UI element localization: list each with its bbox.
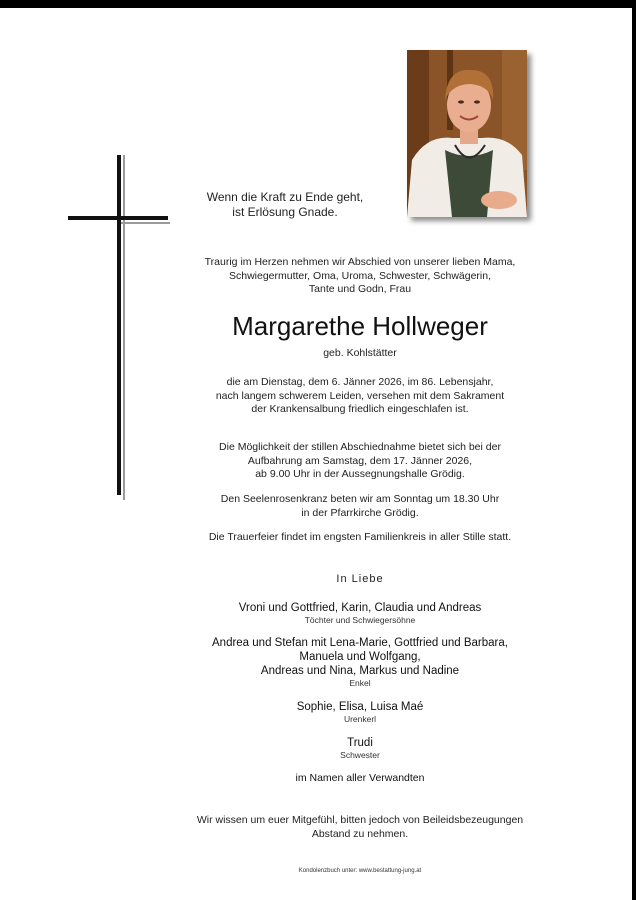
mourner-names: Andrea und Stefan mit Lena-Marie, Gottfried und Barbara, [212,637,508,649]
mourner-group [180,700,540,725]
intro-line: Traurig im Herzen nehmen wir Abschied von unserer lieben Mama, [204,256,516,268]
closing-line: Abstand zu nehmen. [311,827,409,840]
mourner-names: Manuela und Wolfgang, [299,651,421,663]
death-notice-line: nach langem schwerem Leiden, versehen mit dem Sakrament [215,389,505,402]
intro-line: Tante und Godn, Frau [308,283,412,295]
mourner-names: Vroni und Gottfried, Karin, Claudia und Andreas [238,602,482,614]
maiden-name: geb. Kohlstätter [323,347,397,359]
condolence-link[interactable]: Kondolenzbuch unter: www.bestattung-jung.at [298,868,422,874]
rosary-line: Den Seelenrosenkranz beten wir am Sonntag um 18.30 Uhr [220,493,500,505]
intro-line: Schwiegermutter, Oma, Uroma, Schwester, Schwägerin, [228,269,492,282]
mourner-group [180,736,540,761]
quote-line: ist Erlösung Gnade. [232,205,338,219]
viewing-line: Die Möglichkeit der stillen Abschiednahme bietet sich bei der [219,441,501,453]
closing-line: Wir wissen um euer Mitgefühl, bitten jedoch von Beileidsbezeugungen [196,814,524,826]
viewing-line: ab 9.00 Uhr in der Aussegnungshalle Grödig. [255,468,465,480]
mourner-names: Trudi [347,737,373,749]
quote-line: Wenn die Kraft zu Ende geht, [206,190,364,204]
mourner-relation: Töchter und Schwiegersöhne [304,615,416,625]
mourner-names: Andreas und Nina, Markus und Nadine [260,665,460,677]
intro-text [180,256,540,297]
mourner-relation: Enkel [349,678,371,688]
death-notice-line: der Krankensalbung friedlich eingeschlafen ist. [251,403,469,415]
viewing-info [180,441,540,482]
relatives-line [180,771,540,785]
mourner-relation: Urenkerl [343,714,377,724]
top-border [0,0,636,8]
right-border [632,0,636,900]
death-notice [180,376,540,417]
mourner-group [180,601,540,626]
rosary-line: in der Pfarrkirche Grödig. [301,506,419,519]
quote [180,190,390,220]
death-notice-line: die am Dienstag, dem 6. Jänner 2026, im 86. Lebensjahr, [226,376,494,388]
in-love-heading: In Liebe [336,573,384,585]
cross-icon [68,155,172,500]
mourner-relation: Schwester [340,750,380,760]
rosary-info [180,493,540,520]
relatives-text: im Namen aller Verwandten [295,772,425,784]
funeral-info: Die Trauerfeier findet im engsten Familienkreis in aller Stille statt. [208,531,512,543]
portrait-photo [407,50,527,217]
mourner-names: Sophie, Elisa, Luisa Maé [296,701,424,713]
mourner-group [180,636,540,689]
deceased-name: Margarethe Hollweger [232,311,488,341]
viewing-line: Aufbahrung am Samstag, dem 17. Jänner 2026, [247,454,473,467]
closing-text [180,814,540,841]
